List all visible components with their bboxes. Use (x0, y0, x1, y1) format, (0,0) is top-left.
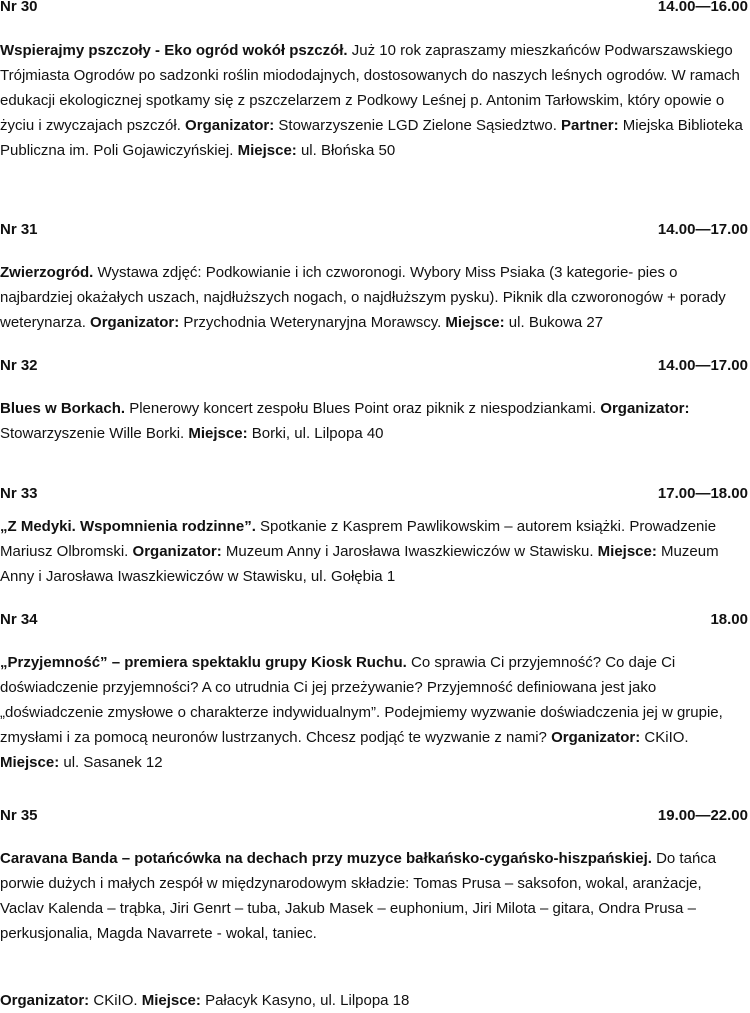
event-description (0, 650, 748, 775)
event-body: Wystawa zdjęć: Podkowianie i ich czworonogi. Wybory Miss Psiaka (3 kategorie- pies o najbardziej okażałych uszach, najdłuższych nogach, o najdłuższym pysku). Piknik dla czworonogów + porady weterynarza. (0, 264, 726, 331)
event-31 (0, 217, 748, 335)
event-number: Nr 34 (0, 611, 38, 628)
event-body: Do tańca porwie dużych i małych zespół w międzynarodowym składzie: Tomas Prusa – saksofon, wokal, aranżacje, Vaclav Kalenda – trąbka, Jiri Genrt – tuba, Jakub Masek – euphonium, Jiri Milota – gitara, Ondra Prusa – perkusjonalia, Magda Navarrete - wokal, taniec. (0, 850, 717, 942)
organizer-label: Organizator: (128, 543, 222, 560)
event-place: ul. Bukowa 27 (504, 314, 604, 331)
event-organizer: CKiIO. (89, 992, 138, 1009)
event-title: „Z Medyki. Wspomnienia rodzinne”. (0, 518, 256, 535)
event-title: Caravana Banda – potańcówka na dechach przy muzyce bałkańsko-cygańsko-hiszpańskiej. (0, 850, 652, 867)
event-header (0, 353, 748, 378)
event-number: Nr 32 (0, 357, 38, 374)
event-title: Wspierajmy pszczoły - Eko ogród wokół pszczół. (0, 42, 348, 59)
event-body: Plenerowy koncert zespołu Blues Point oraz piknik z niespodziankami. (125, 400, 597, 417)
place-label: Miejsce: (0, 754, 60, 771)
event-time: 14.00—17.00 (657, 357, 748, 374)
event-time: 19.00—22.00 (657, 807, 748, 824)
event-description (0, 38, 748, 163)
event-header (0, 0, 748, 19)
event-body: Co sprawia Ci przyjemność? Co daje Ci doświadczenie przyjemności? A co utrudnia Ci jej przeżywanie? Przyjemność definiowana jest jako „doświadczenie zmysłowe o charakterze indywidualnym”. Podejmiemy wyzwanie doświadczenia jej w grupie, zmysłami i za pomocą neuronów lustrzanych. Chcesz podjąć te wyzwanie z nami? (0, 654, 723, 746)
event-32 (0, 353, 748, 446)
event-time: 17.00—18.00 (657, 485, 748, 502)
place-label: Miejsce: (593, 543, 657, 560)
event-title: „Przyjemność” – premiera spektaklu grupy Kiosk Ruchu. (0, 654, 407, 671)
organizer-label: Organizator: (0, 992, 90, 1009)
event-place: Pałacyk Kasyno, ul. Lilpopa 18 (200, 992, 410, 1009)
event-place: ul. Sasanek 12 (59, 754, 163, 771)
event-organizer: Muzeum Anny i Jarosława Iwaszkiewiczów w Stawisku. (221, 543, 594, 560)
event-body: Spotkanie z Kasprem Pawlikowskim – autorem książki. Prowadzenie Mariusz Olbromski. (0, 518, 717, 560)
partner-label: Partner: (556, 117, 619, 134)
event-number: Nr 30 (0, 0, 38, 15)
place-label: Miejsce: (184, 425, 248, 442)
event-description (0, 514, 748, 589)
place-label: Miejsce: (233, 142, 297, 159)
event-time: 14.00—17.00 (657, 221, 748, 238)
organizer-label: Organizator: (85, 314, 180, 331)
event-header (0, 217, 748, 242)
organizer-label: Organizator: (546, 729, 641, 746)
event-time: 14.00—16.00 (657, 0, 748, 15)
event-title: Zwierzogród. (0, 264, 94, 281)
event-place: Muzeum Anny i Jarosława Iwaszkiewiczów w Stawisku, ul. Gołębia 1 (0, 543, 719, 585)
event-35 (0, 803, 748, 1013)
event-organizer: Stowarzyszenie Wille Borki. (0, 425, 185, 442)
place-label: Miejsce: (441, 314, 505, 331)
event-title: Blues w Borkach. (0, 400, 126, 417)
event-organizer: Stowarzyszenie LGD Zielone Sąsiedztwo. (274, 117, 557, 134)
event-header (0, 607, 748, 632)
event-header (0, 481, 748, 506)
organizer-label: Organizator: (596, 400, 690, 417)
event-description (0, 260, 748, 335)
event-number: Nr 33 (0, 485, 38, 502)
event-34 (0, 607, 748, 775)
event-partner: Miejska Biblioteka Publiczna im. Poli Gojawiczyńskiej. (0, 117, 743, 159)
event-footer (0, 988, 748, 1013)
place-label: Miejsce: (137, 992, 201, 1009)
event-33 (0, 481, 748, 589)
event-organizer: Przychodnia Weterynaryjna Morawscy. (179, 314, 442, 331)
event-place: Borki, ul. Lilpopa 40 (247, 425, 384, 442)
event-header (0, 803, 748, 828)
event-body: Już 10 rok zapraszamy mieszkańców Podwarszawskiego Trójmiasta Ogrodów po sadzonki roślin miododajnych, dostosowanych do naszych leśnych ogrodów. W ramach edukacji ekologicznej spotkamy się z pszczelarzem z Podkowy Leśnej p. Antonim Tarłowskim, który opowie o życiu i zwyczajach pszczół. (0, 42, 740, 134)
event-number: Nr 31 (0, 221, 38, 238)
event-organizer: CKiIO. (640, 729, 689, 746)
event-30 (0, 0, 748, 163)
organizer-label: Organizator: (180, 117, 275, 134)
event-time: 18.00 (710, 611, 748, 628)
event-number: Nr 35 (0, 807, 38, 824)
event-description (0, 846, 748, 946)
event-place: ul. Błońska 50 (296, 142, 396, 159)
event-description (0, 396, 748, 446)
